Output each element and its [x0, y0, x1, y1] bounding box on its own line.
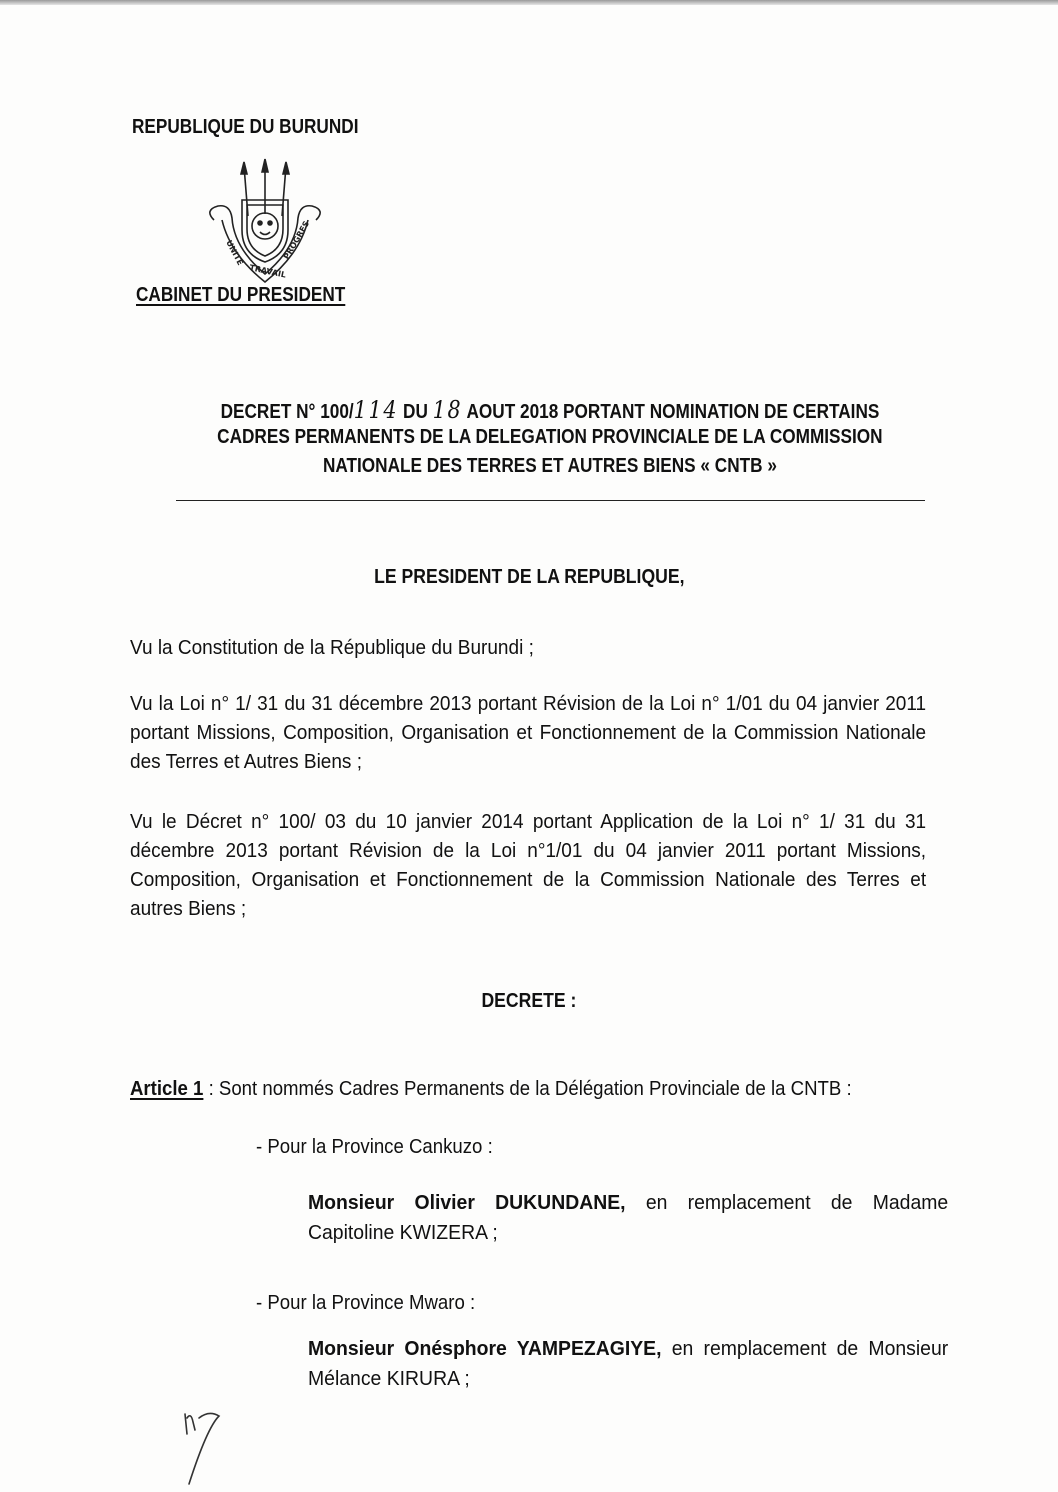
motto-travail: TRAVAIL: [248, 263, 287, 280]
visa-constitution: Vu la Constitution de la République du Burundi ;: [130, 637, 534, 659]
article-1: [130, 1078, 852, 1101]
scan-edge: [0, 0, 1058, 5]
nomination-cankuzo: [308, 1188, 948, 1248]
nominee-replacement: en remplacement de Monsieur Mélance KIRURA ;: [308, 1338, 949, 1390]
decree-prefix: DECRET N° 100/: [220, 401, 354, 423]
article-1-text: : Sont nommés Cadres Permanents de la Délégation Provinciale de la CNTB :: [203, 1078, 852, 1100]
coat-of-arms-icon: [200, 158, 330, 286]
nomination-mwaro: [308, 1334, 948, 1394]
office-heading: CABINET DU PRESIDENT: [136, 284, 346, 306]
province-cankuzo: - Pour la Province Cankuzo :: [256, 1136, 493, 1158]
motto-progres: PROGRES: [281, 219, 312, 261]
article-1-label: Article 1: [130, 1078, 204, 1100]
nominee-replacement: en remplacement de Madame Capitoline KWIZERA ;: [308, 1192, 949, 1244]
province-mwaro: - Pour la Province Mwaro :: [256, 1292, 476, 1314]
decree-du: DU: [403, 401, 428, 423]
handwritten-day: 18: [432, 396, 463, 424]
decree-title-line3: NATIONALE DES TERRES ET AUTRES BIENS « CNTB »: [323, 455, 777, 477]
decree-title-line1: [100, 396, 1000, 424]
country-heading: REPUBLIQUE DU BURUNDI: [132, 116, 359, 138]
decree-title-line2: CADRES PERMANENTS DE LA DELEGATION PROVINCIALE DE LA COMMISSION: [217, 426, 883, 448]
motto-unite: UNITE: [224, 238, 245, 267]
title-divider: [176, 500, 925, 501]
decree-title-rest: AOUT 2018 PORTANT NOMINATION DE CERTAINS: [466, 401, 880, 423]
nominee-name: Monsieur Olivier DUKUNDANE,: [308, 1192, 626, 1214]
nominee-name: Monsieur Onésphore YAMPEZAGIYE,: [308, 1338, 662, 1360]
decrete-heading: DECRETE :: [481, 990, 577, 1012]
president-heading: LE PRESIDENT DE LA REPUBLIQUE,: [373, 566, 685, 588]
handwritten-initials-icon: [175, 1408, 235, 1488]
handwritten-decree-number: 114: [353, 396, 399, 424]
visa-law: Vu la Loi n° 1/ 31 du 31 décembre 2013 portant Révision de la Loi n° 1/01 du 04 janvier 2011 portant Missions, Composition, Organisation et Fonctionnement de la Commission Nationale des Terres et Autres Biens ;: [130, 693, 927, 773]
visa-decree: Vu le Décret n° 100/ 03 du 10 janvier 2014 portant Application de la Loi n° 1/ 31 du 31 décembre 2013 portant Révision de la Loi n°1/01 du 04 janvier 2011 portant Missions, Composition, Organisation et Fonctionnement de la Commission Nationale des Terres et autres Biens ;: [130, 811, 927, 920]
